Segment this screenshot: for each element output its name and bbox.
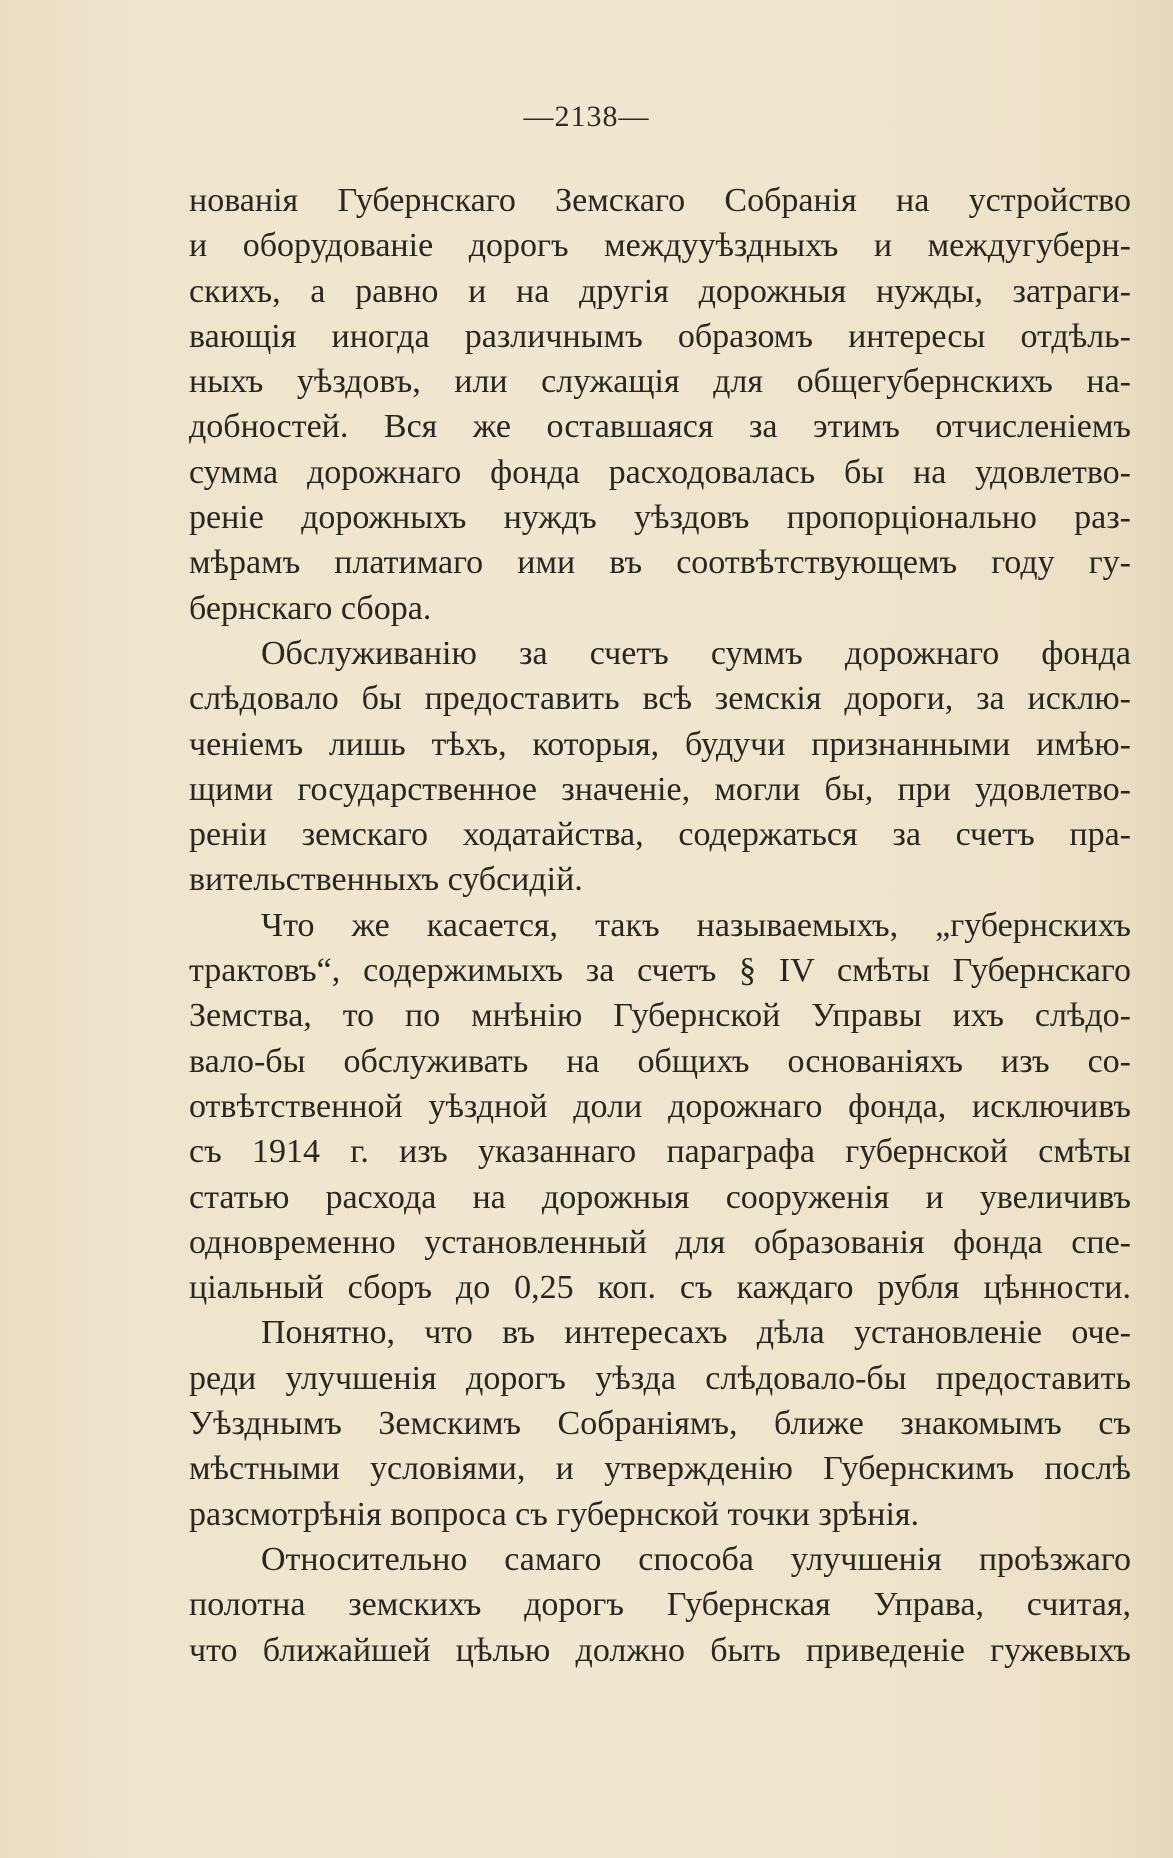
text-line: вительственныхъ субсидій. (189, 861, 583, 899)
text-line: одновременно установленный для образованія фонда спе- (189, 1223, 1131, 1261)
text-line: разсмотрѣнія вопроса съ губернской точки зрѣнія. (189, 1495, 920, 1533)
text-line: добностей. Вся же оставшаяся за этимъ отчисленіемъ (189, 408, 1131, 446)
text-line: мѣстными условіями, и утвержденію Губернскимъ послѣ (189, 1450, 1131, 1488)
text-line: слѣдовало бы предоставить всѣ земскія дороги, за исклю- (189, 680, 1131, 718)
text-line: Относительно самаго способа улучшенія проѣзжаго (261, 1540, 1131, 1578)
text-line: ныхъ уѣздовъ, или служащія для общегубернскихъ на- (189, 363, 1131, 401)
text-line: Земства, то по мнѣнію Губернской Управы ихъ слѣдо- (189, 997, 1131, 1035)
text-line: Уѣзднымъ Земскимъ Собраніямъ, ближе знакомымъ съ (189, 1405, 1131, 1443)
text-line: трактовъ“, содержимыхъ за счетъ § IV смѣты Губернскаго (189, 952, 1131, 990)
text-line: Обслуживанію за счетъ суммъ дорожнаго фонда (261, 634, 1131, 672)
text-line: реніи земскаго ходатайства, содержаться за счетъ пра- (189, 816, 1131, 854)
text-line: скихъ, а равно и на другія дорожныя нужды, затраги- (189, 272, 1131, 310)
text-line: щими государственное значеніе, могли бы, при удовлетво- (189, 770, 1131, 808)
text-line: ціальный сборъ до 0,25 коп. съ каждаго рубля цѣнности. (189, 1269, 1131, 1307)
text-line: отвѣтственной уѣздной доли дорожнаго фонда, исключивъ (189, 1087, 1131, 1125)
text-line: мѣрамъ платимаго ими въ соотвѣтствующемъ году гу- (189, 544, 1131, 582)
body-text (189, 178, 1131, 1673)
text-line: что ближайшей цѣлью должно быть приведеніе гужевыхъ (189, 1631, 1131, 1669)
text-line: реніе дорожныхъ нуждъ уѣздовъ пропорціонально раз- (189, 499, 1131, 537)
text-line: Понятно, что въ интересахъ дѣла установленіе оче- (261, 1314, 1131, 1352)
text-line: полотна земскихъ дорогъ Губернская Управа, считая, (189, 1586, 1131, 1624)
text-line: Что же касается, такъ называемыхъ, „губернскихъ (261, 906, 1131, 944)
text-line: вающія иногда различнымъ образомъ интересы отдѣль- (189, 317, 1131, 355)
text-line: ченіемъ лишь тѣхъ, которыя, будучи признанными имѣю- (189, 725, 1131, 763)
text-line: нованія Губернскаго Земскаго Собранія на устройство (189, 182, 1131, 219)
page-number: —2138— (523, 100, 650, 133)
text-line: вало-бы обслуживать на общихъ основаніяхъ изъ со- (189, 1042, 1131, 1080)
text-line: реди улучшенія дорогъ уѣзда слѣдовало-бы предоставить (189, 1359, 1131, 1397)
text-line: и оборудованіе дорогъ междууѣздныхъ и междугуберн- (189, 227, 1131, 265)
text-line: съ 1914 г. изъ указаннаго параграфа губернской смѣты (189, 1133, 1131, 1171)
text-line: статью расхода на дорожныя сооруженія и увеличивъ (189, 1178, 1131, 1216)
text-line: бернскаго сбора. (189, 589, 432, 627)
text-line: сумма дорожнаго фонда расходовалась бы на удовлетво- (189, 453, 1131, 491)
